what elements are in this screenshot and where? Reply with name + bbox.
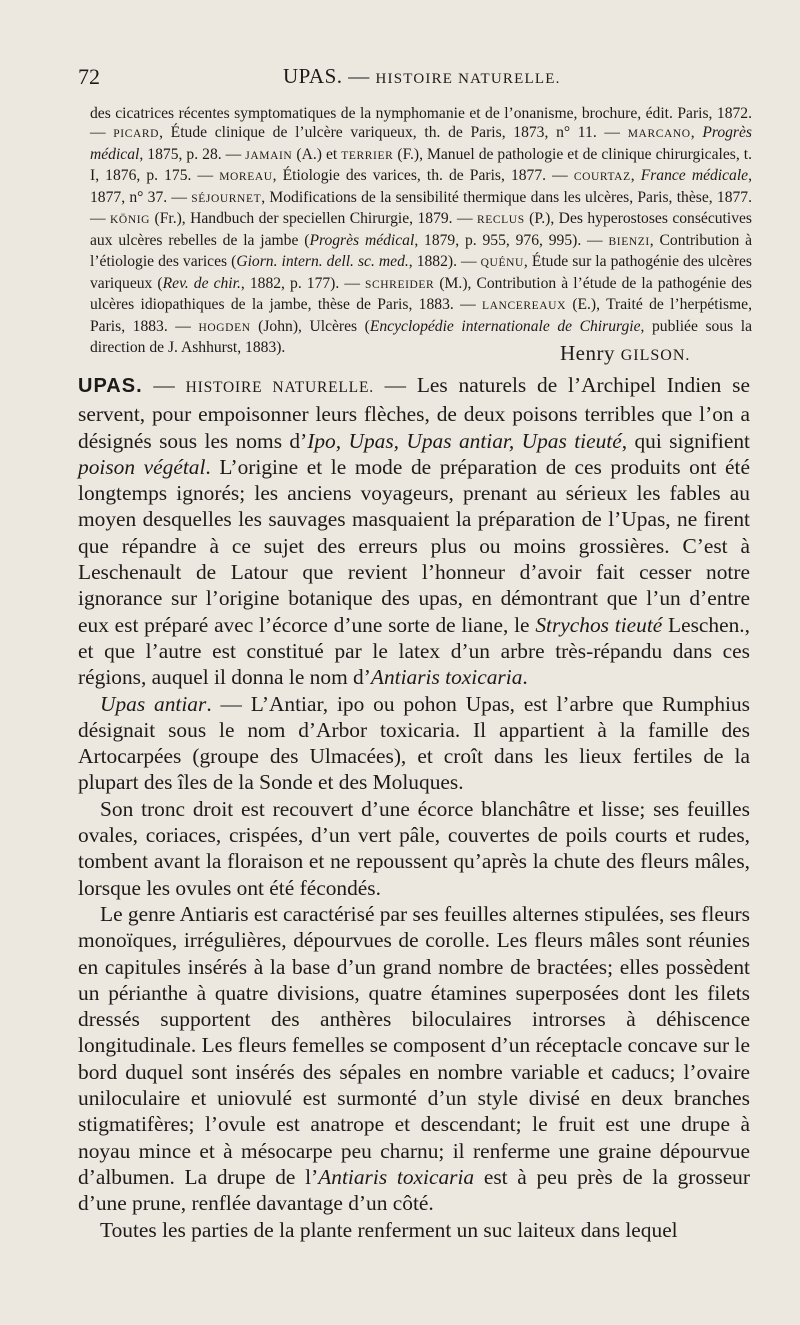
text-run: , 1875, p. 28. — (139, 145, 246, 163)
author-last-name: GILSON. (620, 347, 691, 364)
small-caps-text: BIENZI (608, 235, 650, 248)
text-run: Le genre Antiaris est caractérisé par ses feuilles alternes stipulées, ses fleurs monoïques, irrégulières, dépourvues de corolle. Les fleurs mâles sont réunies en capitules insérés à la base d’un grand nombre de bractées; elles possèdent un périanthe à quatre divisions, quatre étamines superposées dont les filets dressés supportent des anthères biloculaires introrses à déhiscence longitudinale. Les fleurs femelles se composent d’un réceptacle concave sur le bord duquel sont insérés des sépales en nombre variable et caducs; l’ovaire uniloculaire et uniovulé est surmonté d’un style divisé en deux branches stigmatifères; l’ovule est anatrope et descendant; le fruit est une drupe à noyau mince et à mésocarpe peu charnu; il renferme une graine dépourvue d’albumen. La drupe de l’ (78, 901, 750, 1189)
text-run: des cicatrices récentes symptomatiques de la nymphomanie et de l’onanisme, brochure, édit. Paris, 1872. — (90, 105, 752, 142)
author-signature (560, 341, 690, 366)
text-run: , (630, 167, 641, 185)
italic-text: Rev. de chir. (162, 274, 241, 292)
small-caps-text: SÉJOURNET (191, 192, 262, 205)
small-caps-text: COURTAZ (573, 171, 631, 184)
text-run: , Contribution à l’étiologie des varices ( (90, 231, 752, 271)
italic-text: Encyclopédie internationale de Chirurgie (369, 317, 641, 335)
italic-text: Strychos tieuté (535, 612, 663, 637)
author-first-name: Henry (560, 341, 615, 365)
text-run: , 1879, p. 955, 976, 995). — (414, 231, 609, 249)
text-run: , (690, 124, 703, 142)
text-run: Toutes les parties de la plante renferment un suc laiteux dans lequel (100, 1217, 678, 1242)
small-caps-text: MARCANO (627, 128, 691, 141)
running-title: UPAS. — (283, 64, 370, 88)
text-run: (John), Ulcères ( (250, 317, 370, 335)
small-caps-text: HOGDEN (198, 321, 251, 334)
italic-text: Antiaris toxicaria (370, 665, 523, 690)
text-run: , publiée sous la direction de J. Ashhurst, 1883). (90, 317, 752, 356)
italic-text: Progrès médical (309, 231, 415, 249)
italic-text: Upas antiar (100, 691, 207, 716)
article-paragraph (78, 901, 750, 1217)
text-run: (Fr.), Handbuch der speciellen Chirurgie, 1879. — (150, 210, 478, 228)
small-caps-text: KÖNIG (110, 214, 151, 227)
running-head (283, 64, 561, 89)
bibliography-block (90, 104, 752, 357)
small-caps-text: SCHREIDER (365, 278, 435, 291)
text-run: (F.), Manuel de pathologie et de clinique chirurgicales, t. I, 1876, p. 175. — (90, 145, 752, 185)
italic-text: Ipo, Upas, Upas antiar, Upas tieuté (307, 428, 622, 453)
text-run: (M.), Contribution à l’étude de la pathogénie des ulcères idiopathiques de la jambe, thèse de Paris, 1883. — (90, 274, 752, 314)
small-caps-text: HISTOIRE NATURELLE. (185, 379, 374, 396)
headword: UPAS. (78, 375, 143, 397)
italic-text: poison végétal (78, 454, 206, 479)
italic-text: Antiaris toxicaria (318, 1164, 475, 1189)
italic-text: France médicale (640, 167, 749, 185)
text-run: (P.), Des hyperostoses consécutives aux ulcères rebelles de la jambe ( (90, 210, 752, 249)
article-paragraph (78, 372, 750, 691)
article-body (78, 372, 750, 1243)
text-run: . L’origine et le mode de préparation de ces produits ont été longtemps ignorés; les anciens voyageurs, prenant au sérieux les fables au moyen desquelles les sauvages masquaient la préparation de l’Upas, ne firent que répandre à ce sujet des erreurs plus ou moins grossières. C’est à Leschenault de Latour que revient l’honneur d’avoir fait cesser notre ignorance sur l’origine botanique des upas, en démontrant que l’un d’entre eux est préparé avec l’écorce d’une sorte de liane, le (78, 454, 750, 637)
text-run: , Étiologie des varices, th. de Paris, 1877. — (272, 167, 574, 185)
small-caps-text: MOREAU (219, 171, 273, 184)
italic-text: Progrès médical (90, 124, 752, 163)
small-caps-text: TERRIER (341, 149, 394, 162)
running-subtitle: HISTOIRE NATURELLE. (375, 71, 561, 87)
text-run: , 1882). — (408, 253, 481, 271)
article-paragraph (78, 796, 750, 901)
text-run: Son tronc droit est recouvert d’une écorce blanchâtre et lisse; ses feuilles ovales, coriaces, crispées, d’un vert pâle, couvertes de poils courts et rudes, tombent avant la floraison et ne repoussent qu’après la chute des fleurs mâles, lorsque les ovules ont été fécondés. (78, 796, 750, 900)
text-run: est à peu près de la grosseur d’une prune, renflée davantage d’un côté. (78, 1164, 751, 1216)
article-paragraph (78, 691, 750, 796)
small-caps-text: QUÉNU (480, 257, 524, 270)
text-run: , Étude sur la pathogénie des ulcères variqueux ( (90, 253, 752, 292)
page-header (78, 64, 750, 94)
italic-text: Giorn. intern. dell. sc. med. (236, 253, 409, 271)
text-run: . (522, 665, 528, 690)
small-caps-text: JAMAIN (245, 149, 293, 162)
page-number: 72 (78, 64, 100, 89)
text-run: Leschen., et que l’autre est constitué par le latex d’un arbre très-répandu dans ces régions, auquel il donna le nom d’ (78, 612, 750, 690)
small-caps-text: LANCEREAUX (482, 300, 566, 313)
small-caps-text: RECLUS (477, 214, 525, 227)
text-run: , Modifications de la sensibilité thermique dans les ulcères, Paris, thèse, 1877. — (90, 188, 752, 228)
text-run: — (142, 373, 186, 397)
article-paragraph (78, 1217, 750, 1243)
text-run: , 1877, n° 37. — (90, 167, 753, 206)
text-run: , Étude clinique de l’ulcère variqueux, th. de Paris, 1873, n° 11. — (159, 124, 628, 142)
text-run: , 1882, p. 177). — (240, 274, 365, 292)
text-run: — Les naturels de l’Archipel Indien se servent, pour empoisonner leurs flèches, de deux poisons terribles que l’on a désignés sous les noms d’ (78, 373, 750, 453)
text-run: (A.) et (292, 145, 342, 163)
text-run: . — L’Antiar, ipo ou pohon Upas, est l’arbre que Rumphius désignait sous le nom d’Arbor toxicaria. Il appartient à la famille des Artocarpées (groupe des Ulmacées), et croît dans les lieux fertiles de la plupart des îles de la Sonde et des Moluques. (78, 691, 750, 795)
text-run: (E.), Traité de l’herpétisme, Paris, 1883. — (90, 296, 752, 335)
small-caps-text: PICARD (113, 128, 160, 141)
text-run: , qui signifient (621, 428, 750, 453)
